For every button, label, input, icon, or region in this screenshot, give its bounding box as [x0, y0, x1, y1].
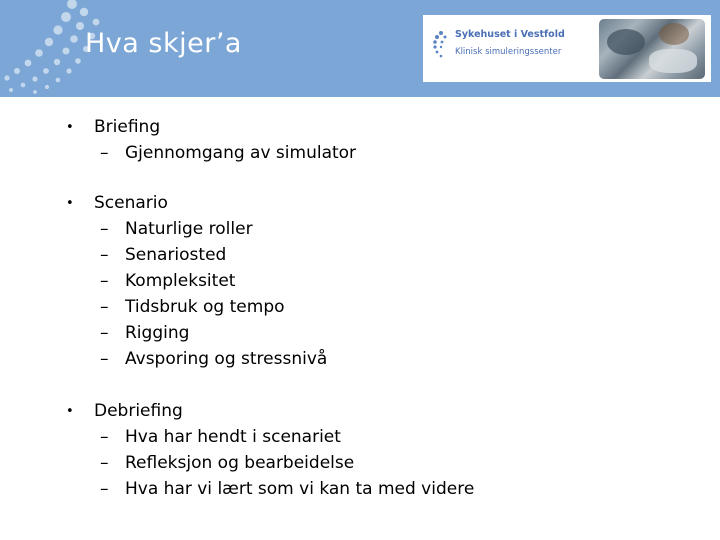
list-item: Kompleksitet — [125, 271, 236, 291]
bullet-marker: • — [66, 196, 74, 211]
section-heading-debriefing: Debriefing — [94, 401, 183, 421]
dash-marker: – — [100, 479, 109, 499]
list-item: Gjennomgang av simulator — [125, 143, 357, 163]
list-item: Senariosted — [125, 245, 227, 265]
dash-marker: – — [100, 143, 109, 163]
bullet-marker: • — [66, 120, 74, 135]
dash-marker: – — [100, 245, 109, 265]
list-item: Tidsbruk og tempo — [125, 297, 285, 317]
simulation-photo — [599, 19, 705, 79]
logo-box — [423, 15, 711, 82]
list-item: Hva har hendt i scenariet — [125, 427, 341, 447]
slide-title: Hva skjer’a — [85, 28, 242, 59]
bullet-marker: • — [66, 404, 74, 419]
slide-header — [0, 0, 720, 97]
dash-marker: – — [100, 271, 109, 291]
logo-name: Sykehuset i Vestfold — [455, 29, 565, 40]
list-item: Avsporing og stressnivå — [125, 349, 328, 369]
section-heading-scenario: Scenario — [94, 193, 168, 213]
list-item: Refleksjon og bearbeidelse — [125, 453, 355, 473]
dash-marker: – — [100, 349, 109, 369]
dash-marker: – — [100, 453, 109, 473]
dash-marker: – — [100, 219, 109, 239]
list-item: Rigging — [125, 323, 190, 343]
list-item: Hva har vi lært som vi kan ta med videre — [125, 479, 475, 499]
dash-marker: – — [100, 323, 109, 343]
dash-marker: – — [100, 297, 109, 317]
logo-subtitle: Klinisk simuleringssenter — [455, 47, 562, 57]
section-heading-briefing: Briefing — [94, 117, 161, 137]
dash-marker: – — [100, 427, 109, 447]
list-item: Naturlige roller — [125, 219, 253, 239]
